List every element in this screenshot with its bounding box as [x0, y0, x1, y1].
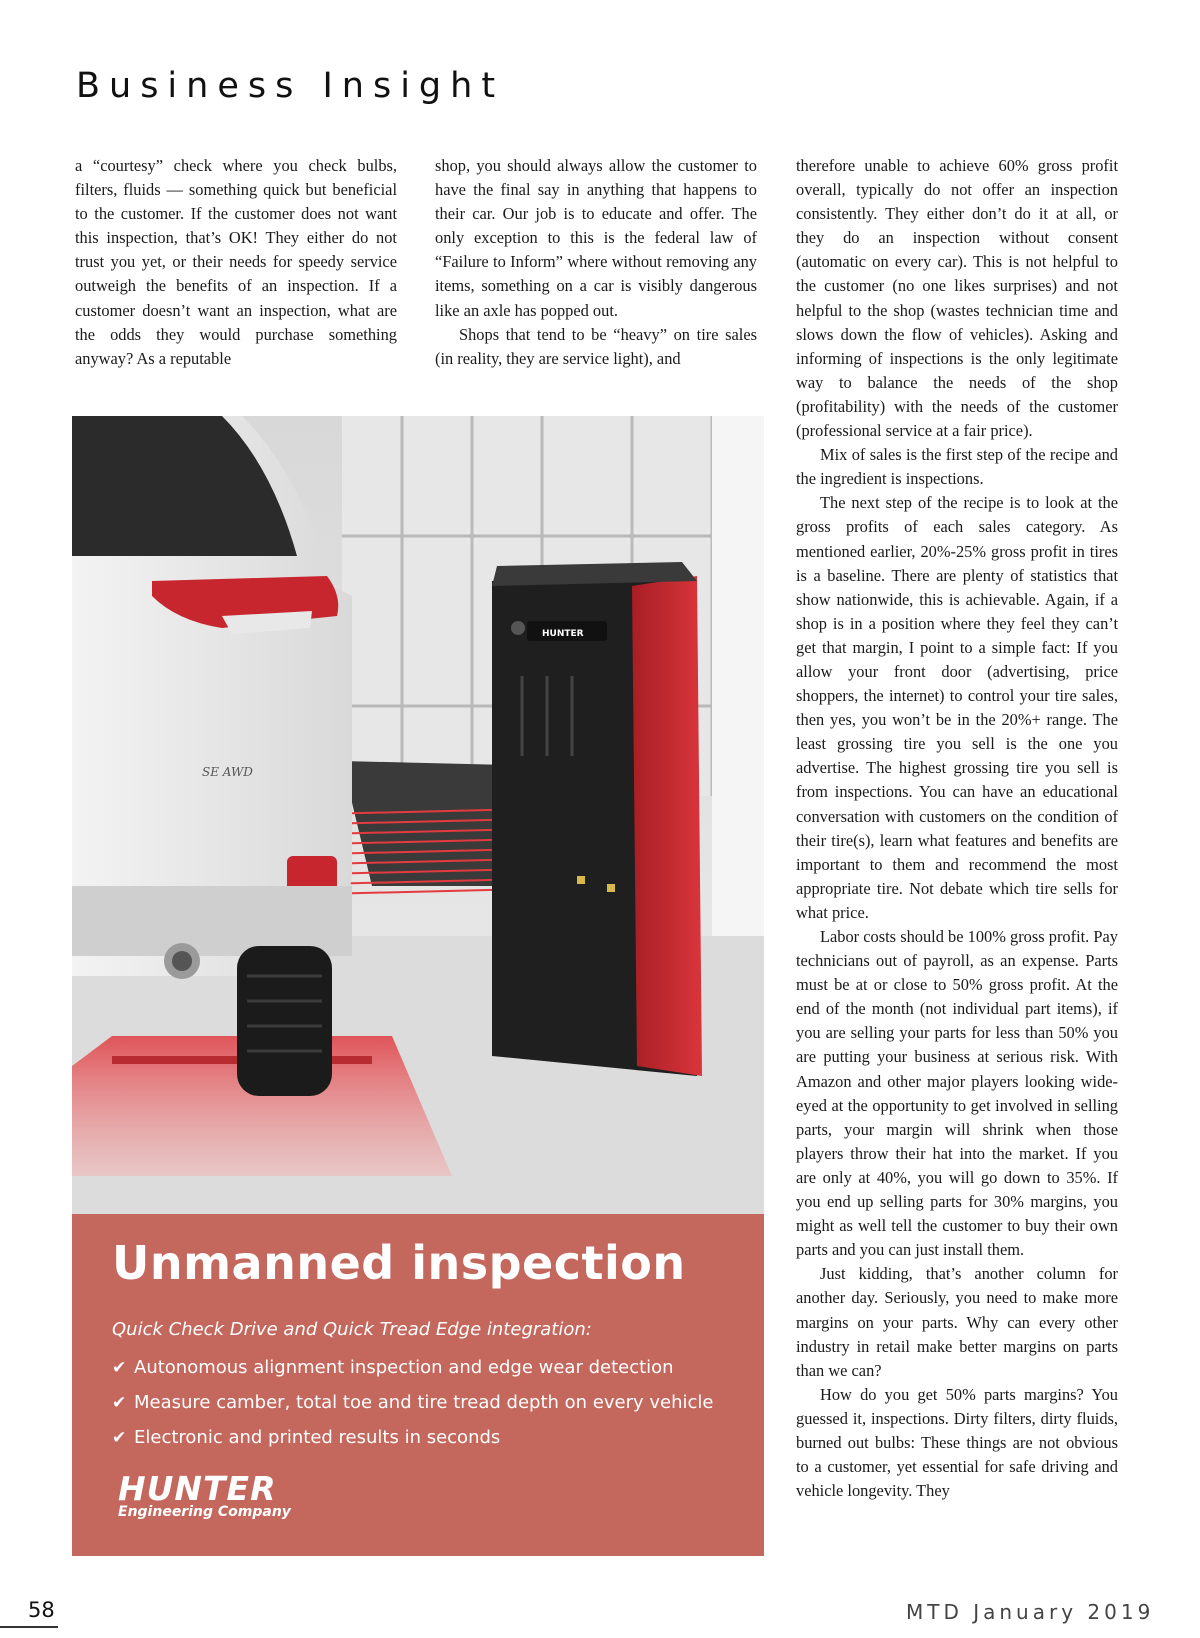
paragraph: shop, you should always allow the customer to have the final say in anything that happens to their car. Our job is to educate and offer. The only exception to this is the federal law of “Failure to Inform” where without removing any items, something on a car is visibly dangerous like an axle has popped out.	[435, 156, 757, 320]
check-icon: ✔	[112, 1357, 127, 1378]
article-column-1	[75, 154, 397, 371]
check-icon: ✔	[112, 1392, 127, 1413]
paragraph: Mix of sales is the first step of the recipe and the ingredient is inspections.	[796, 445, 1118, 489]
logo-subtitle: Engineering Company	[118, 1504, 291, 1520]
paragraph: Shops that tend to be “heavy” on tire sales (in reality, they are service light), and	[435, 324, 757, 368]
ad-feature-text: Measure camber, total toe and tire tread depth on every vehicle	[134, 1391, 714, 1413]
logo-wordmark: HUNTER	[118, 1469, 277, 1508]
ad-feature-item	[112, 1420, 713, 1455]
ad-feature-list	[112, 1350, 713, 1455]
paragraph: The next step of the recipe is to look at the gross profits of each sales category. As mentioned earlier, 20%-25% gross profit in tires is a baseline. There are plenty of statistics that show nationwide, this is achievable. Again, if a shop is in a position where they feel they can’t get that margin, I point to a simple fact: If you allow your front door (advertising, price shoppers, the internet) to control your tire sales, then yes, you won’t be in the 20%+ range. The least grossing tire you sell is the one you advertise. The highest grossing tire you sell is from inspections. You can have an educational conversation with customers on the condition of their tire(s), learn what features and benefits are important to them and recommend the most appropriate tire. Not debate which tire sells for what price.	[796, 493, 1118, 922]
ad-feature-text: Electronic and printed results in seconds	[134, 1426, 501, 1448]
page-number: 58	[28, 1598, 55, 1622]
advertisement	[72, 416, 764, 1556]
issue-label: MTD January 2019	[906, 1600, 1155, 1624]
article-column-3	[796, 154, 1118, 1503]
paragraph: Just kidding, that’s another column for another day. Seriously, you need to make more margins on your parts. Why can every other industry in retail make better margins on parts than we can?	[796, 1264, 1118, 1380]
model-badge: SE AWD	[202, 765, 253, 779]
check-icon: ✔	[112, 1427, 127, 1448]
page-number-rule	[0, 1626, 58, 1628]
inspection-device	[492, 562, 702, 1076]
paragraph: therefore unable to achieve 60% gross profit overall, typically do not offer an inspection consistently. They either don’t do it at all, or they do an inspection without consent (automatic on every car). This is not helpful to the customer (no one likes surprises) and not helpful to the shop (wastes technician time and slows down the flow of vehicles). Asking and informing of inspections is the only legitimate way to balance the needs of the shop (profitability) with the needs of the customer (professional service at a fair price).	[796, 156, 1118, 441]
device-label: HUNTER	[542, 629, 584, 639]
paragraph: How do you get 50% parts margins? You guessed it, inspections. Dirty filters, dirty fluids, burned out bulbs: These things are not obvious to a customer, yet essential for safe driving and vehicle longevity. They	[796, 1384, 1118, 1501]
ad-panel	[72, 1214, 764, 1556]
ad-photo	[72, 416, 764, 1214]
hunter-logo	[118, 1469, 291, 1520]
paragraph: Labor costs should be 100% gross profit. Pay technicians out of payroll, as an expense. Parts must be at or close to 50% gross profit. At the end of the month (not individual part items), if you are selling your parts for less than 50% you are putting your business at serious risk. With Amazon and other major players looking wide-eyed at the opportunity to get involved in selling parts, your margin will shrink when those players throw their hat into the market. If you are only at 40%, you will go down to 35%. If you end up selling parts for 30% margins, you might as well tell the customer to buy their own parts and you can just install them.	[796, 927, 1118, 1260]
section-title: Business Insight	[76, 66, 505, 106]
ad-feature-item	[112, 1350, 713, 1385]
ad-headline: Unmanned inspection	[112, 1236, 686, 1290]
paragraph: a “courtesy” check where you check bulbs, filters, fluids — something quick but beneficial to the customer. If the customer does not want this inspection, that’s OK! They either do not trust you yet, or their needs for speedy service outweigh the benefits of an inspection. If a customer doesn’t want an inspection, what are the odds they would purchase something anyway? As a reputable	[75, 156, 397, 368]
ad-feature-item	[112, 1385, 713, 1420]
ad-feature-text: Autonomous alignment inspection and edge wear detection	[134, 1356, 674, 1378]
rear-tire	[237, 946, 332, 1096]
ad-subhead: Quick Check Drive and Quick Tread Edge integration:	[112, 1319, 592, 1340]
article-column-2	[435, 154, 757, 371]
